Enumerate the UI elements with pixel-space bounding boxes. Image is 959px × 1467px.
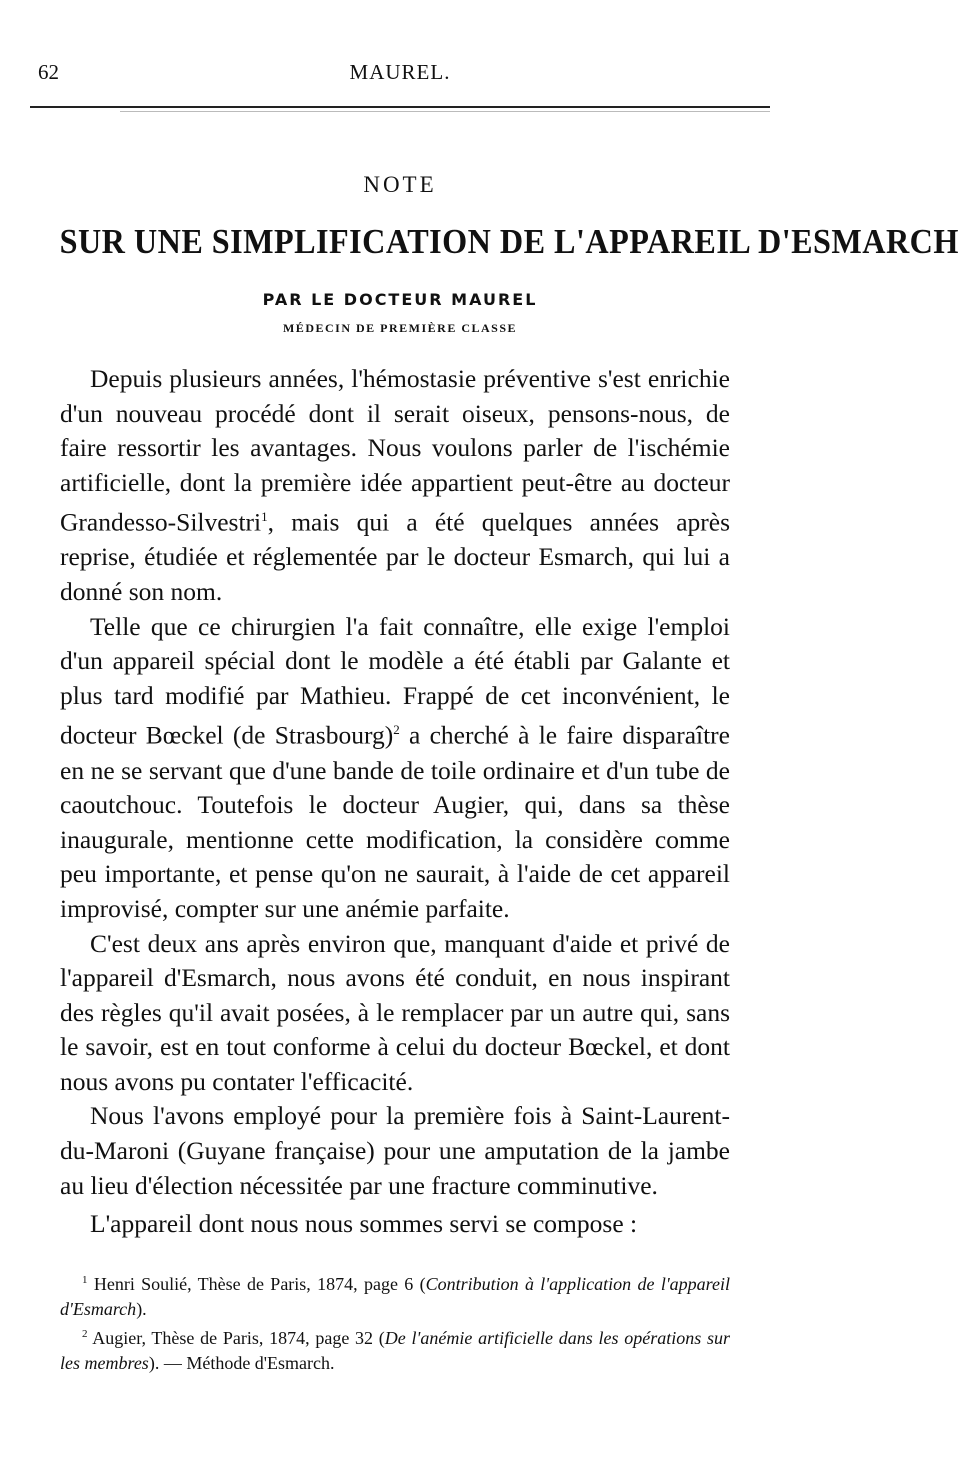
article-body (60, 362, 730, 1242)
author-rank: MÉDECIN DE PREMIÈRE CLASSE (282, 321, 518, 335)
footnote-italic-title: De l'anémie artificielle dans les opérations sur les membres (60, 1328, 731, 1373)
footnote-italic-title: Contribution à l'application de l'appareil d'Esmarch (60, 1274, 730, 1319)
footnote-text: ). (136, 1299, 147, 1319)
footnote-text: ). — Méthode d'Esmarch. (148, 1353, 335, 1373)
footnote-number: 1 (82, 1274, 88, 1286)
footnote-ref: 1 (261, 509, 268, 525)
running-head (38, 60, 762, 90)
paragraph: L'appareil dont nous nous sommes servi se compose : (90, 1209, 638, 1239)
header-rule (30, 106, 770, 108)
footnote-text: Henri Soulié, Thèse de Paris, 1874, page 6 ( (87, 1274, 426, 1294)
paragraph-text: a cherché à le faire disparaître en ne se servant que d'une bande de toile ordinaire et d'un tube de caoutchouc. Toutefois le docteur Augier, qui, dans sa thèse inaugurale, mentionne cette modification, la considère comme peu importante, et pense qu'on ne saurait, à l'aide de cet appareil improvisé, compter sur une anémie parfaite. (60, 720, 730, 923)
page-number: 62 (38, 60, 59, 84)
footnote (60, 1322, 730, 1376)
header-rule-secondary (120, 111, 770, 112)
paragraph (60, 362, 730, 610)
paragraph-text: Depuis plusieurs années, l'hémostasie préventive s'est enrichie d'un nouveau procédé dont il serait oiseux, pensons-nous, de faire ressortir les avantages. Nous voulons parler de l'ischémie artificielle, dont la première idée appartient peut-être au docteur Grandesso-Silvestri (60, 364, 730, 537)
paragraph-text: Telle que ce chirurgien l'a fait connaître, elle exige l'emploi d'un appareil spécial dont le modèle a été établi par Galante et plus tard modifié par Mathieu. Frappé de cet inconvénient, le docteur Bœckel (de Strasbourg) (60, 611, 730, 750)
article-title: SUR UNE SIMPLIFICATION DE L'APPAREIL D'ESMARCH (59, 222, 959, 261)
note-label: NOTE (363, 172, 437, 197)
paragraph-text: , mais qui a été quelques années après reprise, étudiée et réglementée par le docteur Esmarch, qui lui a donné son nom. (60, 507, 730, 607)
running-title: MAUREL. (349, 60, 451, 84)
paragraph (60, 610, 730, 927)
paragraph: Nous l'avons employé pour la première fois à Saint-Laurent-du-Maroni (Guyane française) pour une amputation de la jambe au lieu d'élection nécessitée par une fracture comminutive. (60, 1101, 730, 1200)
footnote (60, 1268, 730, 1322)
paragraph: C'est deux ans après environ que, manquant d'aide et privé de l'appareil d'Esmarch, nous avons été conduit, en nous inspirant des règles qu'il avait posées, à le remplacer par un autre qui, sans le savoir, est en tout conforme à celui du docteur Bœckel, et dont nous avons pu contater l'efficacité. (60, 928, 730, 1096)
footnote-number: 2 (82, 1328, 88, 1340)
footnotes (60, 1268, 730, 1376)
footnote-text: Augier, Thèse de Paris, 1874, page 32 ( (87, 1328, 385, 1348)
footnote-ref: 2 (393, 722, 400, 738)
author-byline: PAR LE DOCTEUR MAUREL (262, 290, 538, 309)
